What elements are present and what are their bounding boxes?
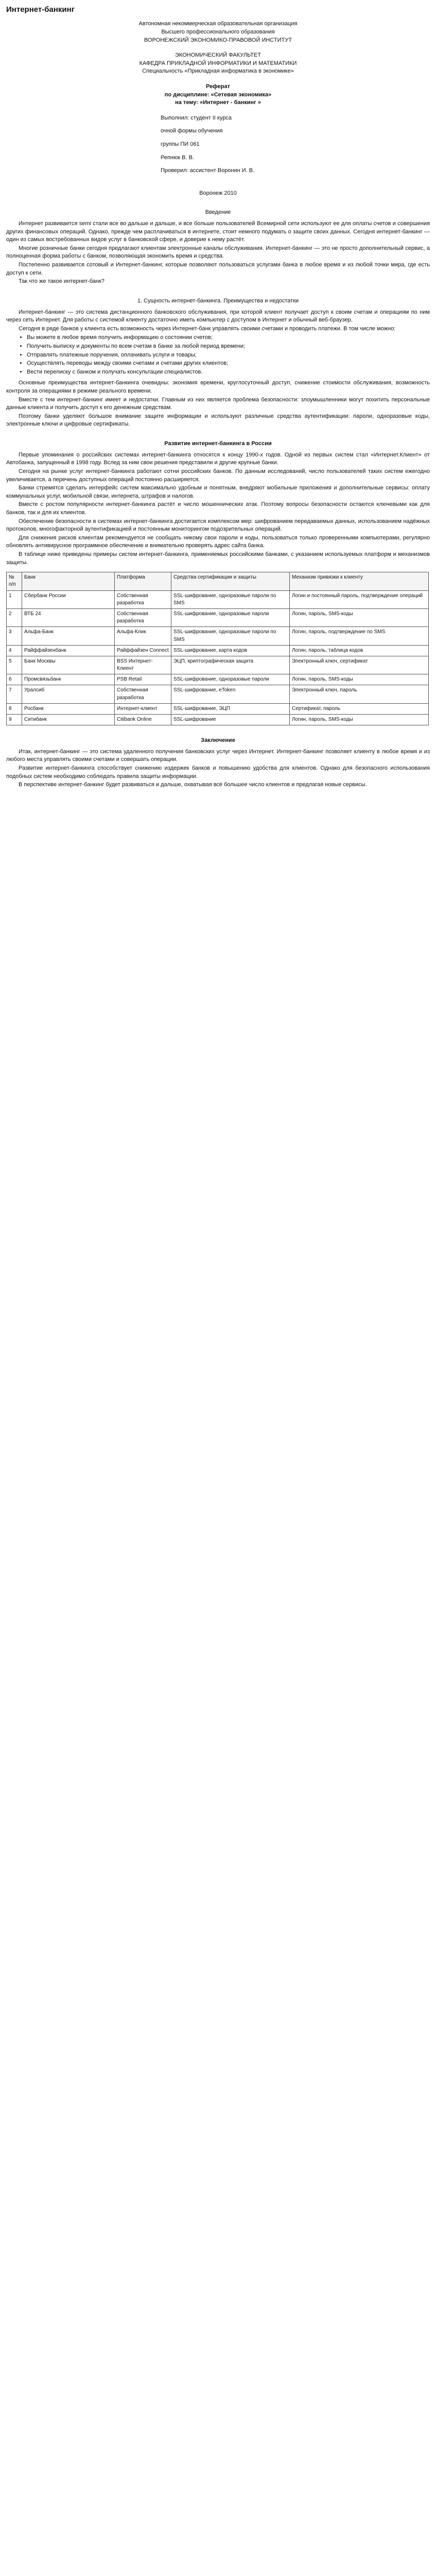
table-cell: 1 [7, 590, 22, 608]
table-cell: Логин и постоянный пароль, подтверждение операций [290, 590, 429, 608]
table-cell: 3 [7, 627, 22, 645]
table-header-row [7, 572, 429, 590]
table-cell: Росбанк [22, 703, 115, 714]
performer-line-2: очной формы обучения [161, 128, 223, 134]
performer-line-1: Выполнил: студент II курса [161, 114, 232, 121]
table-cell: SSL-шифрование, карта кодов [171, 645, 290, 656]
author-block [161, 114, 430, 175]
section1-paragraph: Поэтому банки уделяют большое внимание защите информации и используют различные средства аутентификации: пароли, одноразовые коды, электронные ключи и цифровые сертификаты. [6, 413, 430, 428]
doc-type: Реферат [205, 83, 230, 90]
list-item: • Получить выписку и документы по всем счетам в банке за любой период времени; [27, 343, 430, 351]
table-cell: Интернет-клиент [115, 703, 171, 714]
document-heading: Интернет-банкинг [6, 5, 75, 14]
table-row [7, 627, 429, 645]
table-cell: PSB Retail [115, 674, 171, 685]
table-cell: Альфа-Клик [115, 627, 171, 645]
features-list [6, 334, 430, 376]
city-year: Воронеж 2010 [199, 190, 237, 196]
column-header: Платформа [115, 572, 171, 590]
table-row [7, 590, 429, 608]
checker-line: Проверил: ассистент Воронин И. В. [161, 167, 255, 174]
table-cell: Логин, пароль, таблица кодов [290, 645, 429, 656]
performer-name: Репнюк В. В. [161, 154, 194, 161]
table-cell: Райффайзен Connect [115, 645, 171, 656]
column-header: № п/п [7, 572, 22, 590]
table-cell: Собственная разработка [115, 590, 171, 608]
conclusion-paragraph: В перспективе интернет-банкинг будет развиваться и дальше, охватывая всё большее число клиентов и предлагая новые сервисы. [19, 782, 367, 788]
table-cell: 2 [7, 608, 22, 626]
table-cell: BSS Интернет-Клиент [115, 656, 171, 674]
table-row [7, 645, 429, 656]
table-cell: Собственная разработка [115, 685, 171, 703]
section1-paragraph: Основные преимущества интернет-банкинга очевидны: экономия времени, круглосуточный доступ, снижение стоимости обслуживания, возможность контроля за операциями в режиме реального времени. [6, 380, 430, 395]
list-item: • Вести переписку с банком и получать консультации специалистов. [27, 368, 430, 377]
table-row [7, 715, 429, 725]
table-cell: Логин, пароль, подтверждение по SMS [290, 627, 429, 645]
table-cell: Уралсиб [22, 685, 115, 703]
title-page [6, 20, 430, 107]
specialty-line: Специальность «Прикладная информатика в экономике» [142, 68, 294, 75]
table-cell: Логин, пароль, SMS-коды [290, 608, 429, 626]
table-body [7, 590, 429, 725]
section1-paragraph: Вместе с тем интернет-банкинг имеет и недостатки. Главным из них является проблема безопасности: злоумышленники могут похитить персональные данные клиента и получить доступ к его денежным средствам. [6, 396, 430, 411]
table-cell: Собственная разработка [115, 608, 171, 626]
banking-systems-table [6, 572, 429, 725]
table-cell: Citibank Online [115, 715, 171, 725]
table-cell: SSL-шифрование, одноразовые пароли [171, 608, 290, 626]
table-cell: Промсвязьбанк [22, 674, 115, 685]
table-cell: SSL-шифрование, eToken [171, 685, 290, 703]
table-cell: ВТБ 24 [22, 608, 115, 626]
table-cell: Сбербанк России [22, 590, 115, 608]
column-header: Банк [22, 572, 115, 590]
intro-paragraph: Постепенно развивается сотовый и Интернет-банкинг, которые позволяют пользоваться услугами банка в любое время и из любой точки мира, где есть доступ к сети. [6, 262, 430, 276]
table-cell: SSL-шифрование [171, 715, 290, 725]
table-cell: 5 [7, 656, 22, 674]
table-cell: 6 [7, 674, 22, 685]
intro-title: Введение [205, 209, 231, 216]
section2-paragraph: Для снижения рисков клиентам рекомендуется не сообщать никому свои пароли и коды, пользоваться только проверенными компьютерами, регулярно обновлять антивирусное программное обеспечение и внимательно проверять адрес сайта банка. [6, 534, 430, 549]
table-row [7, 608, 429, 626]
performer-line-3: группы ПИ 061 [161, 141, 200, 147]
faculty-line: ЭКОНОМИЧЕСКИЙ ФАКУЛЬТЕТ [175, 52, 261, 59]
column-header: Механизм привязки к клиенту [290, 572, 429, 590]
table-cell: SSL-шифрование, ЭЦП [171, 703, 290, 714]
table-cell: SSL-шифрование, одноразовые пароли по SMS [171, 627, 290, 645]
intro-paragraph: Интернет развивается semi стали все во дальше и дальше, и все больше пользователей Всемирной сети используют ее для оплаты счетов и совершения других финансовых операций. Однако, прежде чем расплачиваться в интернете, стоит немного подумать о защите своих данных. Сегодня интернет-банкинг — один из самых востребованных видов услуг в банковской сфере, и доверие к нему растёт. [6, 221, 430, 243]
section2-paragraph: Сегодня на рынке услуг интернет-банкинга работают сотни российских банков. По данным исследований, число пользователей таких систем ежегодно увеличивается, а перечень доступных операций постоянно расширяется. [6, 468, 430, 483]
conclusion-paragraph: Развитие интернет-банкинга способствует снижению издержек банков и повышению удобства для клиентов. Однако для безопасного использования подобных систем необходимо соблюдать правила защиты информации. [6, 765, 430, 779]
table-cell: Логин, пароль, SMS-коды [290, 715, 429, 725]
table-cell: ЭЦП, криптографическая защита [171, 656, 290, 674]
table-cell: Логин, пароль, SMS-коды [290, 674, 429, 685]
table-row [7, 656, 429, 674]
table-row [7, 685, 429, 703]
conclusion-paragraph: Итак, интернет-банкинг — это система удаленного получения банковских услуг через Интернет. Интернет-банкинг позволяет клиенту в любое время и из любого места управлять своими счетами и совершать операции. [6, 748, 430, 763]
section2-paragraph: Обеспечение безопасности в системах интернет-банкинга достигается комплексом мер: шифрованием передаваемых данных, использованием надёжных протоколов, многофакторной аутентификацией и постоянным мониторингом подозрительных операций. [6, 518, 430, 533]
list-item: • Вы можете в любое время получить информацию о состоянии счетов; [27, 334, 430, 342]
section2-title: Развитие интернет-банкинга в России [164, 440, 272, 447]
section1-paragraph: Интернет-банкинг — это система дистанционного банковского обслуживания, при которой клиент получает доступ к своим счетам и операциям по ним через сеть Интернет. Для работы с системой клиенту достаточно иметь компьютер с доступом в Интернет и обычный веб-браузер. [6, 309, 430, 324]
table-cell: 8 [7, 703, 22, 714]
list-item: • Отправлять платежные поручения, оплачивать услуги и товары; [27, 351, 430, 360]
table-cell: Ситибанк [22, 715, 115, 725]
table-cell: Райффайзенбанк [22, 645, 115, 656]
table-cell: Сертификат, пароль [290, 703, 429, 714]
section1-paragraph: Сегодня в ряде банков у клиента есть возможность через Интернет-банк управлять своими счетами и проводить платежи. В том числе можно: [19, 325, 396, 332]
section2-paragraph: Вместе с ростом популярности интернет-банкинга растёт и число мошеннических атак. Поэтому вопросы безопасности остаются ключевыми как для банков, так и для их клиентов. [6, 501, 430, 516]
section2-paragraph: В таблице ниже приведены примеры систем интернет-банкинга, применяемых российскими банками, с указанием используемых платформ и механизмов защиты. [6, 551, 430, 566]
table-cell: Электронный ключ, сертификат [290, 656, 429, 674]
table-cell: Альфа-Банк [22, 627, 115, 645]
discipline-line: по дисциплине: «Сетевая экономика» [164, 91, 272, 98]
table-row [7, 703, 429, 714]
intro-paragraph: Так что же такое интернет-банк? [19, 278, 104, 285]
table-cell: SSL-шифрование, одноразовые пароли по SMS [171, 590, 290, 608]
conclusion-title: Заключение [201, 737, 235, 744]
table-cell: Банк Москвы [22, 656, 115, 674]
section2-paragraph: Банки стремятся сделать интерфейс систем максимально удобным и понятным, внедряют мобильные приложения и дополнительные сервисы: оплату коммунальных услуг, мобильной связи, интернета, штрафов и налогов. [6, 485, 430, 499]
institution-line-2: Высшего профессионального образования [161, 28, 275, 35]
table-cell: 9 [7, 715, 22, 725]
table-row [7, 674, 429, 685]
column-header: Средства сертификации и защиты [171, 572, 290, 590]
table-cell: 7 [7, 685, 22, 703]
document-page [0, 0, 436, 810]
section1-title: 1. Сущность интернет-банкинга. Преимущества и недостатки [137, 297, 299, 304]
institution-line-3: ВОРОНЕЖСКИЙ ЭКОНОМИКО-ПРАВОВОЙ ИНСТИТУТ [144, 37, 292, 43]
institution-line-1: Автономная некоммерческая образовательная организация [138, 21, 298, 27]
list-item: • Осуществлять переводы между своими счетами и счетами других клиентов; [27, 360, 430, 368]
topic-line: на тему: «Интернет - банкинг » [175, 99, 261, 106]
intro-paragraph: Многие розничные банки сегодня предлагают клиентам электронные каналы обслуживания. Интернет-банкинг — это не просто дополнительный сервис, а полноценная форма работы с банком, позволяющая экономить время и средства. [6, 245, 430, 260]
table-cell: SSL-шифрование, одноразовые пароли [171, 674, 290, 685]
table-cell: Электронный ключ, пароль [290, 685, 429, 703]
table-cell: 4 [7, 645, 22, 656]
department-line: КАФЕДРА ПРИКЛАДНОЙ ИНФОРМАТИКИ И МАТЕМАТИКИ [139, 60, 297, 66]
section2-paragraph: Первые упоминания о российских системах интернет-банкинга относятся к концу 1990-х годов. Одной из первых систем стал «Интернет.Клиент» от Автобанка, запущенный в 1998 году. Вслед за ним свои решения представили и другие крупные банки. [6, 451, 430, 466]
